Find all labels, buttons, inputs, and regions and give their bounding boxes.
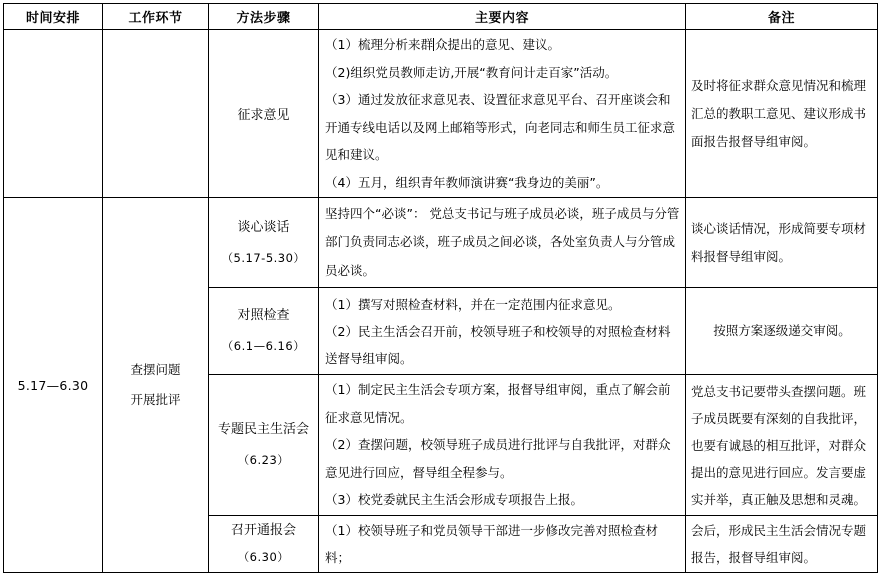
header-row bbox=[4, 4, 878, 30]
method-cell bbox=[209, 198, 319, 288]
time-cell-empty bbox=[4, 30, 103, 198]
header-content: 主要内容 bbox=[319, 4, 686, 30]
remarks-text: 党总支书记要带头查摆问题。班子成员既要有深刻的自我批评，也要有诚恳的相互批评，对群众提出的意见进行回应。发言要虚实并举，真正触及思想和灵魂。 bbox=[691, 383, 867, 507]
method-cell bbox=[209, 516, 319, 573]
content-line: （3）校党委就民主生活会形成专项报告上报。 bbox=[325, 492, 583, 508]
content-line: （1）制定民主生活会专项方案，报督导组审阅，重点了解会前征求意见情况。 bbox=[325, 382, 671, 425]
method-date: （6.1—6.16） bbox=[221, 339, 306, 353]
method-date: （6.30） bbox=[237, 550, 290, 564]
method-name: 召开通报会 bbox=[230, 523, 296, 538]
header-method: 方法步骤 bbox=[209, 4, 319, 30]
table-row-solicit-opinions bbox=[4, 30, 878, 198]
header-phase: 工作环节 bbox=[103, 4, 209, 30]
work-plan-table bbox=[3, 3, 878, 573]
method-name: 专题民主生活会 bbox=[217, 422, 309, 437]
content-cell bbox=[319, 516, 686, 573]
content-cell bbox=[319, 375, 686, 516]
content-cell bbox=[319, 288, 686, 375]
phase-cell bbox=[103, 198, 209, 573]
method-name: 征求意见 bbox=[237, 108, 290, 123]
content-line: （2)组织党员教师走访,开展“教育问计走百家”活动。 bbox=[325, 64, 618, 80]
content-line: （2）查摆问题，校领导班子成员进行批评与自我批评，对群众意见进行回应，督导组全程参与。 bbox=[325, 437, 671, 480]
content-cell[interactable] bbox=[319, 30, 686, 198]
method-date: （5.17-5.30） bbox=[221, 250, 306, 265]
time-cell bbox=[4, 198, 103, 573]
header-remarks: 备注 bbox=[686, 4, 878, 30]
phase-line-1: 查摆问题 bbox=[130, 362, 181, 377]
method-cell bbox=[209, 30, 319, 198]
header-time: 时间安排 bbox=[4, 4, 103, 30]
content-line: 坚持四个“必谈”： 党总支书记与班子成员必谈，班子成员与分管部门负责同志必谈，班子成员之间必谈，各处室负责人与分管成员必谈。 bbox=[325, 205, 680, 278]
method-name: 对照检查 bbox=[237, 308, 290, 323]
phase-line-2: 开展批评 bbox=[130, 392, 181, 407]
content-line: （1）校领导班子和党员领导干部进一步修改完善对照检查材料； bbox=[325, 523, 658, 565]
content-line: （1）撰写对照检查材料，并在一定范围内征求意见。 bbox=[325, 296, 621, 312]
content-line: （4）五月，组织青年教师演讲赛“我身边的美丽”。 bbox=[325, 174, 609, 190]
method-date: （6.23） bbox=[237, 453, 290, 467]
method-cell bbox=[209, 375, 319, 516]
remarks-cell bbox=[686, 198, 878, 288]
remarks-text: 会后，形成民主生活会情况专题报告，报督导组审阅。 bbox=[691, 523, 867, 565]
content-line: （2）民主生活会召开前，校领导班子和校领导的对照检查材料送督导组审阅。 bbox=[325, 323, 671, 366]
remarks-text: 及时将征求群众意见情况和梳理汇总的教职工意见、建议形成书面报告报督导组审阅。 bbox=[691, 77, 867, 149]
remarks-cell bbox=[686, 375, 878, 516]
remarks-cell bbox=[686, 30, 878, 198]
time-range: 5.17—6.30 bbox=[17, 377, 89, 393]
method-cell bbox=[209, 288, 319, 375]
content-line: （1）梳理分析来群 众提出的意见、建议。 bbox=[325, 37, 560, 52]
method-name: 谈心谈话 bbox=[237, 219, 290, 235]
remarks-cell bbox=[686, 288, 878, 375]
remarks-cell bbox=[686, 516, 878, 573]
content-line: （3）通过发放征求意见表、设置征求意见平台、召开座谈会和开通专线电话以及网上邮箱等形式，向老同志和师生员工征求意见和建议。 bbox=[325, 92, 676, 162]
remarks-text: 按照方案逐级递交审阅。 bbox=[713, 323, 851, 338]
phase-cell-empty bbox=[103, 30, 209, 198]
content-cell bbox=[319, 198, 686, 288]
remarks-text: 谈心谈话情况，形成简要专项材料报督导组审阅。 bbox=[691, 220, 867, 264]
table-row-heart-to-heart bbox=[4, 198, 878, 288]
